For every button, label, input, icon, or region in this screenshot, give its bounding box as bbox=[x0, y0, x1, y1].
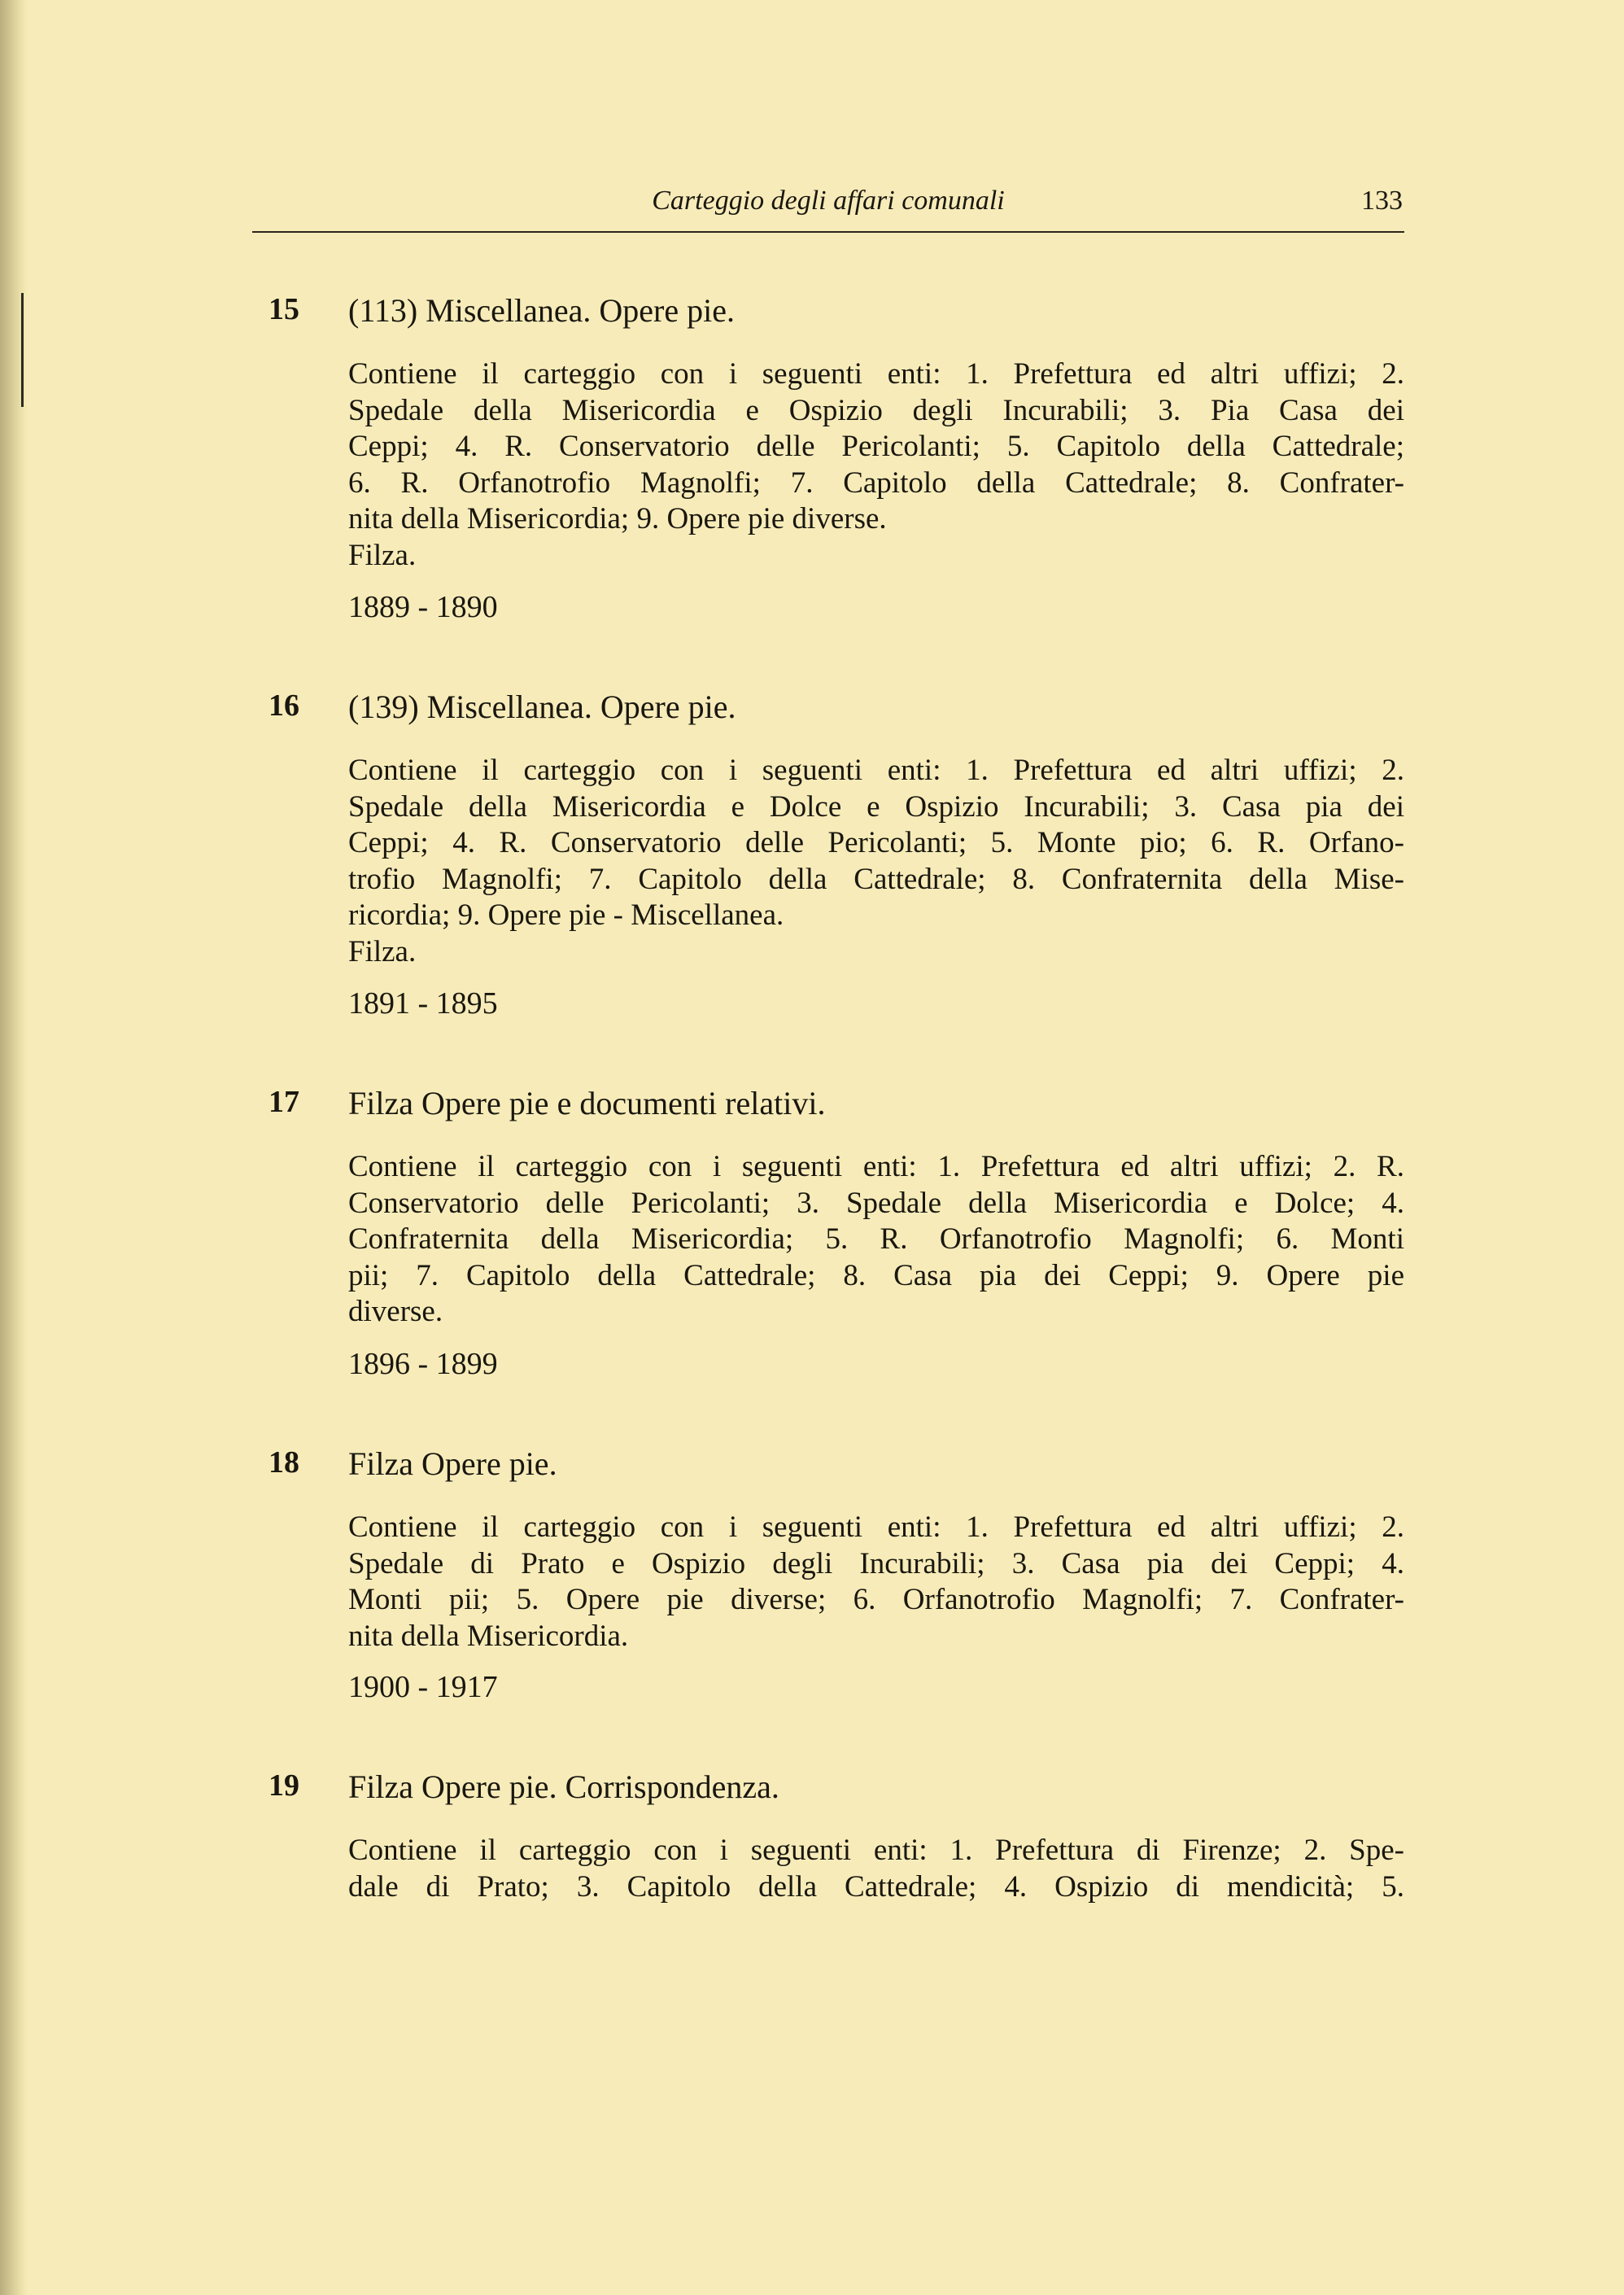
description-line: Confraternita della Misericordia; 5. R. Orfanotrofio Magnolfi; 6. Monti bbox=[348, 1222, 1404, 1256]
description-line: Conservatorio delle Pericolanti; 3. Spedale della Misericordia e Dolce; 4. bbox=[348, 1186, 1404, 1220]
entry-title: Filza Opere pie. Corrispondenza. bbox=[348, 1768, 779, 1805]
entry-dates: 1900 - 1917 bbox=[348, 1670, 498, 1704]
scan-edge-mark bbox=[21, 293, 24, 407]
description-line: Contiene il carteggio con i seguenti enti: 1. Prefettura di Firenze; 2. Spe- bbox=[348, 1834, 1404, 1867]
entry-number: 18 bbox=[268, 1445, 299, 1480]
page-number: 133 bbox=[1361, 186, 1403, 216]
description-line: Spedale di Prato e Ospizio degli Incurabili; 3. Casa pia dei Ceppi; 4. bbox=[348, 1546, 1404, 1580]
entry-type: Filza. bbox=[348, 538, 417, 572]
description-line: nita della Misericordia; 9. Opere pie diverse. bbox=[348, 502, 887, 536]
description-line: 6. R. Orfanotrofio Magnolfi; 7. Capitolo della Cattedrale; 8. Confrater- bbox=[348, 466, 1404, 500]
description-line: trofio Magnolfi; 7. Capitolo della Cattedrale; 8. Confraternita della Mise- bbox=[348, 862, 1404, 896]
entry-title: (113) Miscellanea. Opere pie. bbox=[348, 292, 735, 329]
entry-dates: 1896 - 1899 bbox=[348, 1347, 498, 1381]
description-line: Ceppi; 4. R. Conservatorio delle Pericolanti; 5. Monte pio; 6. R. Orfano- bbox=[348, 826, 1404, 859]
entry-number: 19 bbox=[268, 1768, 299, 1803]
entry-description bbox=[348, 1149, 1404, 1331]
entry-description bbox=[348, 753, 1404, 970]
entry-title: Filza Opere pie. bbox=[348, 1445, 557, 1482]
description-line: nita della Misericordia. bbox=[348, 1619, 629, 1653]
description-line: Contiene il carteggio con i seguenti enti: 1. Prefettura ed altri uffizi; 2. R. bbox=[348, 1150, 1404, 1183]
entry-dates: 1891 - 1895 bbox=[348, 986, 498, 1021]
entry-type: Filza. bbox=[348, 934, 417, 968]
running-title: Carteggio degli affari comunali bbox=[652, 186, 1005, 216]
entry-title: (139) Miscellanea. Opere pie. bbox=[348, 688, 736, 725]
entry-description bbox=[348, 1833, 1404, 1905]
entry-number: 15 bbox=[268, 292, 299, 326]
description-line: Spedale della Misericordia e Ospizio degli Incurabili; 3. Pia Casa dei bbox=[348, 393, 1404, 427]
entry-description bbox=[348, 356, 1404, 574]
description-line: Spedale della Misericordia e Dolce e Ospizio Incurabili; 3. Casa pia dei bbox=[348, 789, 1404, 824]
entry-title: Filza Opere pie e documenti relativi. bbox=[348, 1085, 826, 1121]
description-line: Ceppi; 4. R. Conservatorio delle Pericolanti; 5. Capitolo della Cattedrale; bbox=[348, 430, 1404, 463]
entry-description bbox=[348, 1510, 1404, 1655]
entry-number: 17 bbox=[268, 1085, 299, 1119]
description-line: Contiene il carteggio con i seguenti enti: 1. Prefettura ed altri uffizi; 2. bbox=[348, 754, 1404, 787]
description-line: ricordia; 9. Opere pie - Miscellanea. bbox=[348, 898, 784, 932]
description-line: pii; 7. Capitolo della Cattedrale; 8. Casa pia dei Ceppi; 9. Opere pie bbox=[348, 1258, 1404, 1292]
page-header bbox=[252, 186, 1404, 233]
description-line: diverse. bbox=[348, 1295, 443, 1328]
entry-number: 16 bbox=[268, 688, 299, 723]
description-line: Contiene il carteggio con i seguenti enti: 1. Prefettura ed altri uffizi; 2. bbox=[348, 1510, 1404, 1544]
description-line: dale di Prato; 3. Capitolo della Cattedrale; 4. Ospizio di mendicità; 5. bbox=[348, 1869, 1404, 1904]
description-line: Monti pii; 5. Opere pie diverse; 6. Orfanotrofio Magnolfi; 7. Confrater- bbox=[348, 1583, 1404, 1616]
description-line: Contiene il carteggio con i seguenti enti: 1. Prefettura ed altri uffizi; 2. bbox=[348, 357, 1404, 391]
entry-dates: 1889 - 1890 bbox=[348, 590, 498, 624]
